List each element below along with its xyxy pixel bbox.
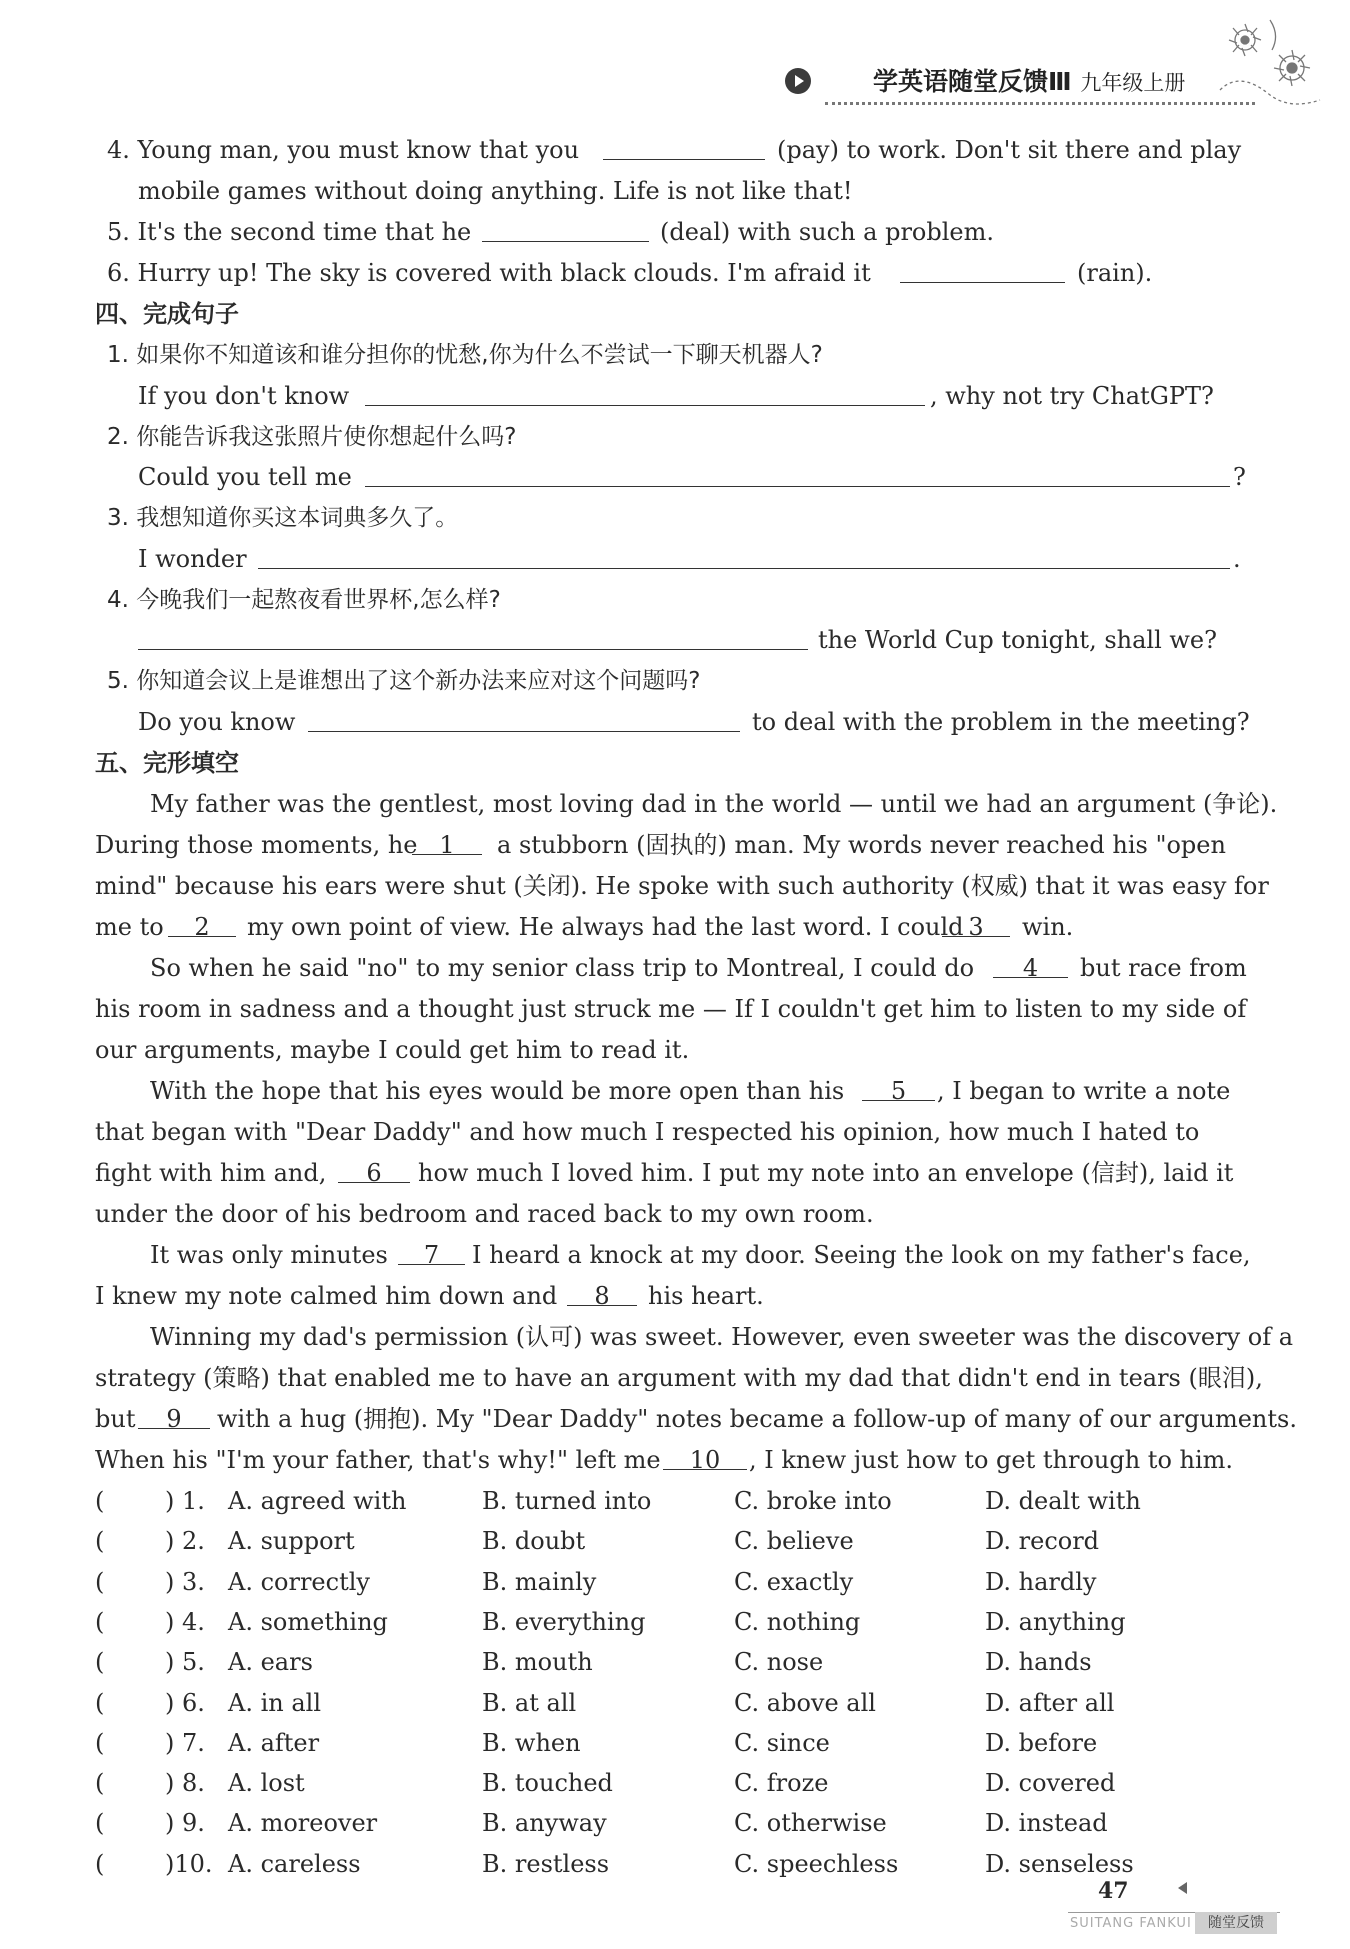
answer-blank[interactable] bbox=[258, 568, 1230, 569]
option-b[interactable]: B. mainly bbox=[482, 1567, 597, 1596]
line-text: 5. 你知道会议上是谁想出了这个新办法来应对这个问题吗? bbox=[107, 668, 701, 694]
line-text: his heart. bbox=[648, 1282, 764, 1310]
line-text: strategy (策略) that enabled me to have an argument with my dad that didn't end in tears (眼泪), bbox=[95, 1364, 1263, 1392]
line-text: 2. 你能告诉我这张照片使你想起什么吗? bbox=[107, 424, 517, 450]
blank-number: 2 bbox=[194, 913, 210, 941]
text-line bbox=[0, 294, 1350, 334]
choice-row bbox=[0, 1481, 1350, 1521]
line-text: my own point of view. He always had the last word. I could bbox=[247, 913, 964, 941]
answer-paren[interactable]: ( bbox=[95, 1487, 105, 1515]
option-c[interactable]: C. otherwise bbox=[734, 1809, 887, 1838]
line-text: With the hope that his eyes would be more open than his bbox=[150, 1077, 845, 1105]
arrow-left-icon bbox=[1178, 1882, 1187, 1894]
option-c[interactable]: C. speechless bbox=[734, 1849, 899, 1878]
line-text: Could you tell me bbox=[138, 463, 352, 491]
page-number: 47 bbox=[1098, 1878, 1129, 1904]
option-b[interactable]: B. everything bbox=[482, 1607, 646, 1636]
line-text: fight with him and, bbox=[95, 1159, 327, 1187]
answer-blank[interactable] bbox=[308, 731, 740, 732]
text-line bbox=[0, 1276, 1350, 1316]
text-line bbox=[0, 171, 1350, 211]
option-a[interactable]: A. support bbox=[228, 1527, 355, 1556]
choice-row bbox=[0, 1683, 1350, 1723]
line-text: mobile games without doing anything. Life is not like that! bbox=[138, 177, 853, 205]
line-text: , why not try ChatGPT? bbox=[930, 382, 1214, 410]
text-line bbox=[0, 457, 1350, 497]
option-d[interactable]: D. after all bbox=[985, 1688, 1115, 1717]
text-line bbox=[0, 948, 1350, 988]
choice-row bbox=[0, 1723, 1350, 1763]
line-text: win. bbox=[1022, 913, 1074, 941]
line-text: under the door of his bedroom and raced back to my own room. bbox=[95, 1200, 874, 1228]
answer-blank[interactable] bbox=[365, 405, 925, 406]
choice-row bbox=[0, 1521, 1350, 1561]
line-text: When his "I'm your father, that's why!" left me bbox=[95, 1446, 661, 1474]
option-a[interactable]: A. careless bbox=[228, 1849, 361, 1878]
footer-brand-badge: 随堂反馈 bbox=[1195, 1912, 1277, 1934]
line-text: , I began to write a note bbox=[937, 1077, 1231, 1105]
line-text: 5. It's the second time that he bbox=[107, 218, 472, 246]
answer-paren[interactable]: ( bbox=[95, 1688, 105, 1717]
line-text: I wonder bbox=[138, 545, 247, 573]
text-line bbox=[0, 376, 1350, 416]
answer-blank[interactable] bbox=[138, 649, 808, 650]
option-c[interactable]: C. exactly bbox=[734, 1567, 854, 1596]
option-b[interactable]: B. at all bbox=[482, 1688, 577, 1717]
text-line bbox=[0, 743, 1350, 783]
line-text: If you don't know bbox=[138, 382, 350, 410]
book-title: 学英语随堂反馈Ⅲ 九年级上册 bbox=[873, 67, 1186, 96]
text-line bbox=[0, 539, 1350, 579]
text-line bbox=[0, 580, 1350, 620]
line-text: but race from bbox=[1080, 954, 1247, 982]
line-text: how much I loved him. I put my note into an envelope (信封), laid it bbox=[418, 1159, 1234, 1187]
text-line bbox=[0, 130, 1350, 170]
text-line bbox=[0, 1071, 1350, 1111]
line-text: During those moments, he bbox=[95, 831, 418, 859]
line-text: ? bbox=[1233, 463, 1246, 491]
line-text: (deal) with such a problem. bbox=[660, 218, 995, 246]
text-line bbox=[0, 1194, 1350, 1234]
text-line bbox=[0, 1399, 1350, 1439]
option-d[interactable]: D. instead bbox=[985, 1809, 1108, 1838]
line-text: me to bbox=[95, 913, 164, 941]
line-text: 4. 今晚我们一起熬夜看世界杯,怎么样? bbox=[107, 587, 501, 613]
question-number: ) 4. bbox=[165, 1607, 205, 1636]
option-a[interactable]: A. ears bbox=[228, 1648, 313, 1677]
text-line bbox=[0, 417, 1350, 457]
line-text: with a hug (拥抱). My "Dear Daddy" notes became a follow-up of many of our arguments. bbox=[217, 1405, 1297, 1433]
question-number: ) 9. bbox=[165, 1809, 205, 1838]
line-text: 6. Hurry up! The sky is covered with black clouds. I'm afraid it bbox=[107, 259, 871, 287]
line-text: to deal with the problem in the meeting? bbox=[752, 708, 1250, 736]
option-a[interactable]: A. agreed with bbox=[228, 1487, 407, 1515]
line-text: So when he said "no" to my senior class trip to Montreal, I could do bbox=[150, 954, 975, 982]
text-line bbox=[0, 212, 1350, 252]
option-d[interactable]: D. hardly bbox=[985, 1567, 1097, 1596]
blank-number: 7 bbox=[423, 1241, 440, 1269]
question-number: ) 1. bbox=[165, 1487, 205, 1515]
blank-number: 10 bbox=[689, 1446, 721, 1474]
option-a[interactable]: A. after bbox=[228, 1728, 320, 1757]
line-text: but bbox=[95, 1405, 136, 1433]
line-text: My father was the gentlest, most loving dad in the world — until we had an argument (争论). bbox=[150, 790, 1278, 818]
text-line bbox=[0, 620, 1350, 660]
line-text: (pay) to work. Don't sit there and play bbox=[777, 136, 1242, 164]
answer-paren[interactable]: ( bbox=[95, 1769, 105, 1798]
line-text: the World Cup tonight, shall we? bbox=[818, 626, 1217, 654]
text-line bbox=[0, 989, 1350, 1029]
option-d[interactable]: D. dealt with bbox=[985, 1487, 1141, 1515]
option-a[interactable]: A. lost bbox=[228, 1769, 305, 1798]
option-d[interactable]: D. before bbox=[985, 1728, 1098, 1757]
option-a[interactable]: A. correctly bbox=[228, 1567, 370, 1596]
answer-blank[interactable] bbox=[365, 486, 1230, 487]
text-line bbox=[0, 784, 1350, 824]
line-text: mind" because his ears were shut (关闭). He spoke with such authority (权威) that it was easy for bbox=[95, 872, 1269, 900]
question-number: ) 5. bbox=[165, 1648, 205, 1677]
line-text: I knew my note calmed him down and bbox=[95, 1282, 558, 1310]
answer-paren[interactable]: ( bbox=[95, 1607, 105, 1636]
option-a[interactable]: A. something bbox=[228, 1607, 388, 1636]
text-line bbox=[0, 1153, 1350, 1193]
option-d[interactable]: D. anything bbox=[985, 1607, 1126, 1636]
line-text: . bbox=[1233, 545, 1241, 573]
line-text: that began with "Dear Daddy" and how much I respected his opinion, how much I hated to bbox=[95, 1118, 1200, 1146]
answer-paren[interactable]: ( bbox=[95, 1567, 105, 1596]
line-text: It was only minutes bbox=[150, 1241, 388, 1269]
line-text: 4. Young man, you must know that you bbox=[107, 136, 580, 164]
section-heading: 五、完形填空 bbox=[95, 749, 239, 777]
text-line bbox=[0, 702, 1350, 742]
line-text: Do you know bbox=[138, 708, 296, 736]
answer-paren[interactable]: ( bbox=[95, 1728, 105, 1757]
line-text: I heard a knock at my door. Seeing the look on my father's face, bbox=[472, 1241, 1251, 1269]
line-text: a stubborn (固执的) man. My words never reached his "open bbox=[497, 831, 1226, 859]
option-b[interactable]: B. when bbox=[482, 1728, 581, 1757]
answer-blank[interactable] bbox=[482, 241, 649, 242]
option-d[interactable]: D. senseless bbox=[985, 1849, 1134, 1878]
choice-row bbox=[0, 1803, 1350, 1843]
text-line bbox=[0, 1235, 1350, 1275]
flower-decoration-icon bbox=[1210, 10, 1330, 120]
text-line bbox=[0, 1317, 1350, 1357]
choice-row bbox=[0, 1844, 1350, 1884]
header-divider bbox=[825, 102, 1255, 105]
blank-number: 5 bbox=[890, 1077, 907, 1105]
option-d[interactable]: D. hands bbox=[985, 1648, 1092, 1677]
option-c[interactable]: C. nothing bbox=[734, 1607, 861, 1636]
choice-row bbox=[0, 1562, 1350, 1602]
blank-number: 8 bbox=[594, 1282, 610, 1310]
text-line bbox=[0, 498, 1350, 538]
question-number: ) 6. bbox=[165, 1688, 205, 1717]
line-text: his room in sadness and a thought just struck me — If I couldn't get him to listen to my side of bbox=[95, 995, 1247, 1023]
question-number: ) 8. bbox=[165, 1769, 205, 1798]
blank-number: 4 bbox=[1022, 954, 1039, 982]
option-c[interactable]: C. since bbox=[734, 1728, 830, 1757]
text-line bbox=[0, 866, 1350, 906]
line-text: 3. 我想知道你买这本词典多久了。 bbox=[107, 505, 459, 531]
line-text: Winning my dad's permission (认可) was sweet. However, even sweeter was the discovery of a bbox=[150, 1323, 1294, 1351]
option-c[interactable]: C. broke into bbox=[734, 1487, 892, 1515]
option-d[interactable]: D. record bbox=[985, 1527, 1100, 1556]
option-b[interactable]: B. anyway bbox=[482, 1809, 607, 1838]
question-number: ) 2. bbox=[165, 1527, 205, 1556]
text-line bbox=[0, 1440, 1350, 1480]
footer-brand-en: SUITANG FANKUI bbox=[1070, 1916, 1192, 1931]
question-number: ) 3. bbox=[165, 1567, 205, 1596]
text-line bbox=[0, 1112, 1350, 1152]
line-text: (rain). bbox=[1077, 259, 1153, 287]
option-c[interactable]: C. believe bbox=[734, 1527, 854, 1556]
answer-paren[interactable]: ( bbox=[95, 1849, 105, 1878]
choice-row bbox=[0, 1602, 1350, 1642]
text-line bbox=[0, 907, 1350, 947]
option-a[interactable]: A. moreover bbox=[228, 1809, 378, 1838]
text-line bbox=[0, 1358, 1350, 1398]
blank-number: 6 bbox=[366, 1159, 382, 1187]
text-line bbox=[0, 253, 1350, 293]
option-b[interactable]: B. doubt bbox=[482, 1527, 586, 1556]
answer-blank[interactable] bbox=[900, 282, 1065, 283]
option-c[interactable]: C. nose bbox=[734, 1648, 824, 1677]
text-line bbox=[0, 1030, 1350, 1070]
answer-paren[interactable]: ( bbox=[95, 1809, 105, 1838]
answer-blank[interactable] bbox=[603, 159, 765, 160]
text-line bbox=[0, 335, 1350, 375]
text-line bbox=[0, 825, 1350, 865]
blank-number: 9 bbox=[166, 1405, 182, 1433]
question-number: ) 7. bbox=[165, 1728, 205, 1757]
line-text: our arguments, maybe I could get him to read it. bbox=[95, 1036, 690, 1064]
blank-number: 1 bbox=[439, 831, 455, 859]
choice-row bbox=[0, 1763, 1350, 1803]
option-b[interactable]: B. touched bbox=[482, 1769, 613, 1798]
answer-paren[interactable]: ( bbox=[95, 1527, 105, 1556]
choice-row bbox=[0, 1642, 1350, 1682]
option-c[interactable]: C. above all bbox=[734, 1688, 876, 1717]
line-text: 1. 如果你不知道该和谁分担你的忧愁,你为什么不尝试一下聊天机器人? bbox=[107, 342, 823, 368]
option-a[interactable]: A. in all bbox=[228, 1688, 322, 1717]
book-subtitle: 九年级上册 bbox=[1080, 71, 1186, 95]
option-b[interactable]: B. restless bbox=[482, 1849, 610, 1878]
section-heading: 四、完成句子 bbox=[95, 300, 239, 328]
option-d[interactable]: D. covered bbox=[985, 1769, 1116, 1798]
play-icon bbox=[785, 68, 811, 94]
question-number: )10. bbox=[165, 1849, 213, 1878]
option-b[interactable]: B. turned into bbox=[482, 1487, 652, 1515]
line-text: , I knew just how to get through to him. bbox=[749, 1446, 1234, 1474]
option-b[interactable]: B. mouth bbox=[482, 1648, 593, 1677]
text-line bbox=[0, 661, 1350, 701]
blank-number: 3 bbox=[968, 913, 984, 941]
option-c[interactable]: C. froze bbox=[734, 1769, 829, 1798]
answer-paren[interactable]: ( bbox=[95, 1648, 105, 1677]
